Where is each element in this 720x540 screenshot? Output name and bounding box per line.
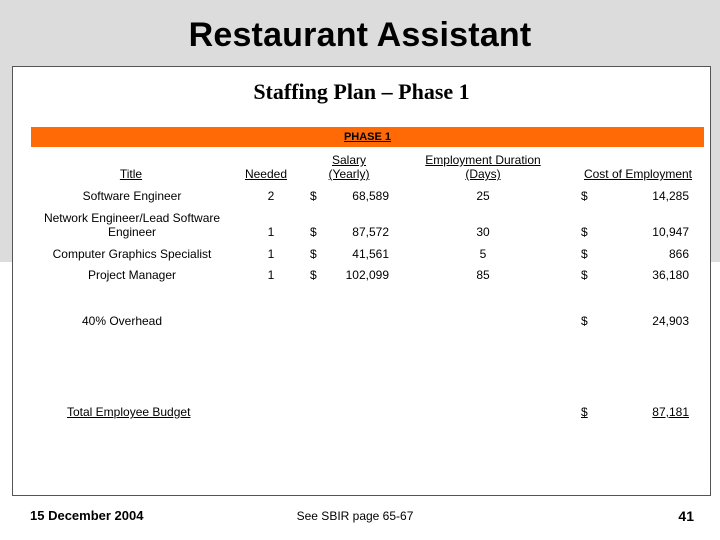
page-number: 41	[678, 508, 694, 524]
row-1-cost: 14,285	[652, 189, 689, 203]
total-label: Total Employee Budget	[67, 405, 191, 419]
overhead-currency: $	[581, 314, 588, 328]
overhead-value: 24,903	[652, 314, 689, 328]
row-1-duration: 25	[476, 189, 490, 203]
phase-bar	[31, 127, 704, 147]
row-2-cost-currency: $	[581, 225, 588, 239]
row-4-needed: 1	[267, 268, 275, 282]
header-cost: Cost of Employment	[583, 167, 693, 181]
row-4-duration: 85	[476, 268, 490, 282]
row-3-cost-currency: $	[581, 247, 588, 261]
row-3-cost: 866	[668, 247, 689, 261]
row-4-salary: 102,099	[345, 268, 389, 282]
total-value: 87,181	[652, 405, 689, 419]
row-1-cost-currency: $	[581, 189, 588, 203]
phase-label: PHASE 1	[343, 131, 392, 143]
page-subtitle: Staffing Plan – Phase 1	[253, 79, 470, 104]
header-salary: Salary (Yearly)	[328, 153, 370, 181]
row-1-salary-currency: $	[310, 189, 317, 203]
row-4-cost-currency: $	[581, 268, 588, 282]
row-2-salary: 87,572	[352, 225, 389, 239]
header-needed: Needed	[244, 167, 288, 181]
row-1-title: Software Engineer	[82, 189, 182, 203]
row-3-salary-currency: $	[310, 247, 317, 261]
header-title: Title	[119, 167, 143, 181]
slide-title: Restaurant Assistant	[188, 16, 532, 54]
row-3-title: Computer Graphics Specialist	[52, 247, 212, 261]
row-1-salary: 68,589	[352, 189, 389, 203]
header-duration: Employment Duration (Days)	[425, 153, 541, 181]
footer-date: 15 December 2004	[30, 508, 144, 523]
row-3-salary: 41,561	[352, 247, 389, 261]
footer-note: See SBIR page 65-67	[296, 509, 414, 523]
row-2-title: Network Engineer/Lead Software Engineer	[43, 211, 221, 239]
row-3-duration: 5	[479, 247, 487, 261]
total-currency: $	[581, 405, 588, 419]
row-2-cost: 10,947	[652, 225, 689, 239]
row-4-salary-currency: $	[310, 268, 317, 282]
content-panel	[12, 66, 711, 496]
row-3-needed: 1	[267, 247, 275, 261]
row-2-duration: 30	[476, 225, 490, 239]
row-2-needed: 1	[267, 225, 275, 239]
overhead-label: 40% Overhead	[81, 314, 163, 328]
row-4-cost: 36,180	[652, 268, 689, 282]
row-1-needed: 2	[267, 189, 275, 203]
row-2-salary-currency: $	[310, 225, 317, 239]
row-4-title: Project Manager	[87, 268, 177, 282]
